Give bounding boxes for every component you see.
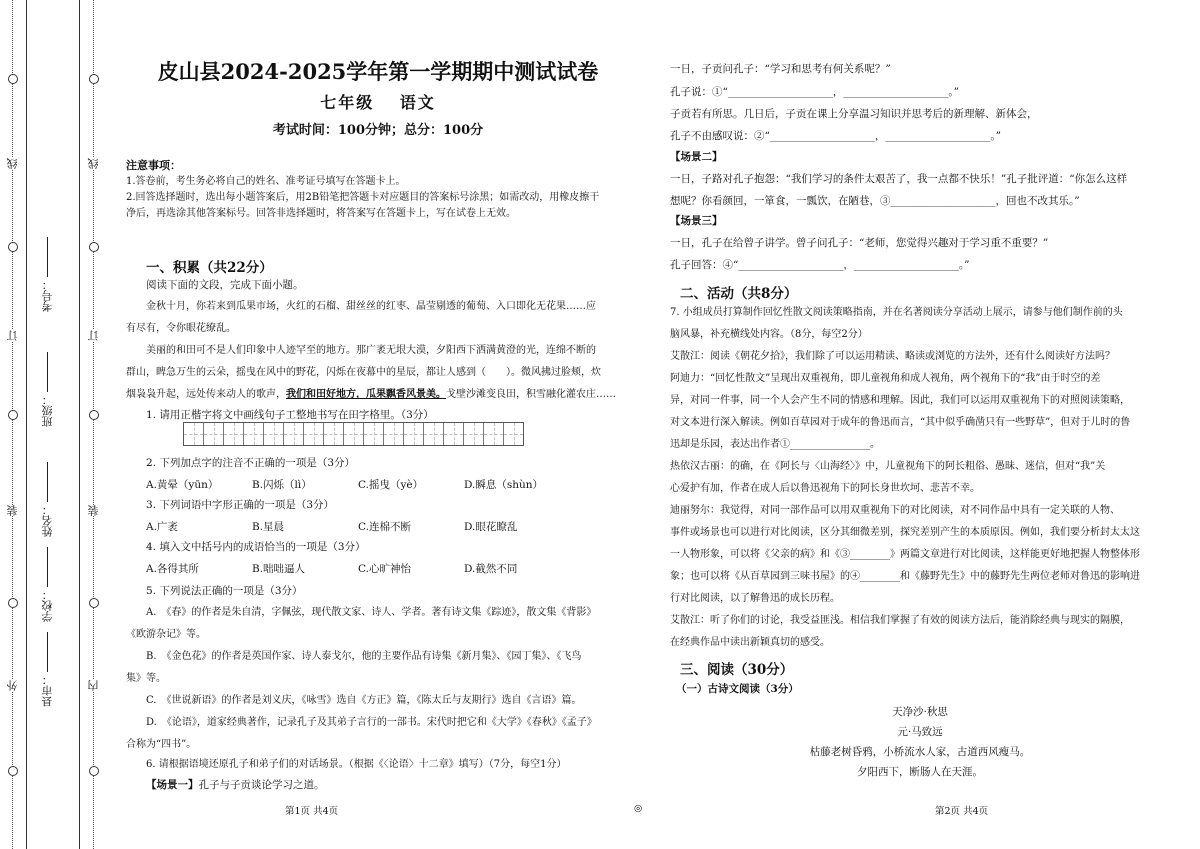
poem-title: 天净沙·秋思 (892, 706, 948, 718)
field-label: 县市： (41, 674, 54, 707)
q2-option-d: D.瞬息（shùn） (464, 479, 544, 491)
activity-line: 象；也可以将《从百草园到三味书屋》的④________和《藤野先生》中的藤野先生两位老师对鲁迅的影响进 (670, 571, 1140, 582)
passage-text: 烟袅袅升起，远处传来动人的歌声， (126, 389, 286, 400)
activity-line: 热依汉古丽：的确，在《阿长与〈山海经〉》中，儿童视角下的阿长粗俗、愚昧、迷信，但对“我”关 (670, 461, 1106, 472)
q5-line: 合称为“四书”。 (126, 739, 197, 750)
grid-cell[interactable] (324, 423, 344, 445)
activity-line: 事件或场景也可以进行对比阅读，区分其细微差别，探究差别产生的本质原因。例如，我们要分析封太太这 (670, 527, 1140, 538)
q5-line: B. 《金色花》的作者是英国作家、诗人泰戈尔，他的主要作品有诗集《新月集》、《园丁集》、《飞鸟 (146, 651, 582, 662)
grid-cell[interactable] (384, 423, 404, 445)
binding-hole (89, 410, 99, 420)
binding-hole (89, 74, 99, 84)
q5-line: A. 《春》的作者是朱自清，字佩弦，现代散文家、诗人、学者。著有诗文集《踪迹》，散文集《背影》 (146, 607, 597, 618)
inner-label-line: 线 (87, 158, 100, 169)
binding-hole (8, 74, 18, 84)
page-number-left: 第1页 共4页 (285, 806, 339, 817)
passage-line: 有尽有，令你眼花缭乱。 (126, 323, 236, 334)
grid-cell[interactable] (404, 423, 424, 445)
dialogue-line: 一日，子路对孔子抱怨：“我们学习的条件太艰苦了，我一点都不快乐！”孔子批评道：“你怎么这样 (670, 173, 1128, 185)
outer-dotted-line (12, 0, 13, 849)
notice-heading: 注意事项： (126, 159, 181, 172)
passage-line: 金秋十月，你若来到瓜果市场，火红的石榴、甜丝丝的红枣、晶莹剔透的葡萄、入口即化无花果……应 (146, 301, 596, 312)
fill-blank-3: 想呢？你看颜回，一箪食，一瓢饮，在陋巷，③____________________，回也不改其乐。” (670, 195, 1080, 207)
activity-line: 迅却是乐园，表达出作者①________________。 (670, 439, 880, 450)
grid-cell[interactable] (444, 423, 464, 445)
underlined-sentence: 我们和田好地方，瓜果飘香风景美。 (286, 389, 446, 400)
writing-grid[interactable] (183, 422, 524, 446)
activity-line: 7. 小组成员打算制作回忆性散文阅读策略指南，并在名著阅读分享活动上展示，请参与他们制作前的头 (670, 307, 1123, 318)
binding-hole (8, 242, 18, 252)
notice-line: 净后，再选涂其他答案标号。回答非选择题时，将答案写在答题卡上，写在试卷上无效。 (126, 208, 516, 219)
field-label: 姓名： (41, 504, 54, 537)
q3-option-c: C.连棉不断 (358, 521, 411, 533)
grid-cell[interactable] (224, 423, 244, 445)
grid-cell[interactable] (304, 423, 324, 445)
inner-dotted-line (93, 0, 94, 849)
fill-blank-2: 孔子不由感叹说：②“____________________，____________________。” (670, 130, 1001, 142)
section-3-heading: 三、阅读（30分） (680, 662, 794, 678)
grid-cell[interactable] (244, 423, 264, 445)
outer-label-bind: 订 (6, 330, 19, 341)
q3-option-d: D.眼花瞭乱 (464, 521, 518, 533)
notice-line: 1.答卷前，考生务必将自己的姓名、准考证号填写在答题卡上。 (126, 176, 406, 187)
activity-line: 在经典作品中读出新颖真切的感受。 (670, 637, 830, 648)
grid-cell[interactable] (364, 423, 384, 445)
dialogue-line: 一日，孔子在给曾子讲学。曾子问孔子：“老师，您觉得兴趣对于学习重不重要？” (670, 237, 1049, 249)
activity-line: 阿迪力：“回忆性散文”呈现出双重视角，即儿童视角和成人视角，两个视角下的“我”由于时空的差 (670, 373, 1101, 384)
poem-line: 夕阳西下，断肠人在天涯。 (857, 766, 983, 778)
q4-option-b: B.咄咄逼人 (252, 563, 306, 575)
outer-label-outside: 外 (6, 680, 19, 691)
scene-text: 孔子与子贡谈论学习之道。 (198, 779, 325, 791)
class-field[interactable] (40, 350, 56, 427)
scene-2-label: 【场景二】 (670, 151, 723, 163)
binding-hole (89, 598, 99, 608)
q2-option-b: B.闪烁（lì） (252, 479, 312, 491)
inner-label-staple: 装 (87, 505, 100, 516)
page-number-right: 第2页 共4页 (935, 806, 989, 817)
binding-hole (89, 766, 99, 776)
grid-cell[interactable] (484, 423, 504, 445)
grid-cell[interactable] (504, 423, 523, 445)
grid-cell[interactable] (204, 423, 224, 445)
field-label: 学校： (41, 589, 54, 622)
field-label: 考号： (41, 279, 54, 312)
dialogue-line: 一日，子贡问孔子：“学习和思考有何关系呢？” (670, 63, 891, 75)
q3-option-a: A.广袤 (146, 521, 178, 533)
notice-line: 2.回答选择题时，选出每小题答案后，用2B铅笔把答题卡对应题目的答案标号涂黑；如需改动，用橡皮擦干 (126, 192, 600, 203)
binding-hole (8, 410, 18, 420)
question-1: 1. 请用正楷字将文中画线句子工整地书写在田字格里。（3分） (146, 409, 434, 421)
binding-hole (89, 242, 99, 252)
fill-blank-1: 孔子说：①“____________________，____________________。” (670, 86, 959, 98)
question-5: 5. 下列说法正确的一项是（3分） (146, 585, 303, 597)
section-1-heading: 一、积累（共22分） (146, 260, 273, 276)
q5-line: 集》等。 (126, 673, 166, 684)
q4-option-a: A.各得其所 (146, 563, 199, 575)
binding-line-2 (79, 0, 80, 849)
grid-cell[interactable] (464, 423, 484, 445)
field-label: 班级： (41, 394, 54, 427)
activity-line: 脑风暴，补充横线处内容。（8分，每空2分） (670, 329, 868, 340)
question-3: 3. 下列词语中字形正确的一项是（3分） (146, 499, 335, 511)
activity-line: 异，对同一件事，同一个人会产生不同的情感和理解。因此，我们可以运用双重视角下的对照阅读策略， (670, 395, 1130, 406)
scene-3-label: 【场景三】 (670, 215, 723, 227)
footer-mark: ◎ (634, 803, 643, 814)
q2-option-a: A.黄晕（yūn） (146, 479, 219, 491)
exam-title: 皮山县2024-2025学年第一学期期中测试试卷 (157, 59, 599, 84)
outer-label-line: 线 (6, 158, 19, 169)
activity-line: 心爱护有加，作者在成人后以鲁迅视角下的阿长身世坎坷、悲苦不幸。 (670, 483, 980, 494)
section-2-heading: 二、活动（共8分） (680, 286, 798, 302)
question-4: 4. 填入文中括号内的成语恰当的一项是（3分） (146, 541, 366, 553)
scene-label: 【场景一】 (146, 779, 199, 791)
grid-cell[interactable] (344, 423, 364, 445)
county-field[interactable] (40, 630, 56, 707)
binding-line-1 (26, 0, 27, 849)
grid-cell[interactable] (184, 423, 204, 445)
q4-option-c: C.心旷神怡 (358, 563, 411, 575)
activity-line: 迪丽努尔：我觉得，对同一部作品可以用双重视角下的对比阅读，对不同作品中具有一定关联的人物、 (670, 505, 1120, 516)
exam-number-field[interactable] (40, 235, 56, 312)
inner-label-bind: 订 (87, 330, 100, 341)
school-field[interactable] (40, 545, 56, 622)
question-6: 6. 请根据语境还原孔子和弟子们的对话场景。（根据《〈论语〉十二章》填写）（7分，每空1分） (146, 759, 567, 770)
section-3-sub: （一）古诗文阅读（3分） (676, 683, 799, 695)
q4-option-d: D.截然不同 (464, 563, 518, 575)
q5-line: C. 《世说新语》的作者是刘义庆，《咏雪》选自《方正》篇，《陈太丘与友期行》选自《言语》篇。 (146, 695, 582, 706)
fill-blank-4: 孔子回答：④“____________________，____________________。” (670, 259, 970, 271)
activity-line: 艾散江：阅读《朝花夕拾》，我们除了可以运用精读、略读或浏览的方法外，还有什么阅读好方法吗？ (670, 351, 1115, 362)
q5-line: D. 《论语》，道家经典著作，记录孔子及其弟子言行的一部书。宋代时把它和《大学》《春秋》《孟子》 (146, 717, 597, 728)
binding-hole (8, 598, 18, 608)
q5-line: 《欧游杂记》等。 (126, 629, 206, 640)
name-field[interactable] (40, 460, 56, 537)
activity-line: 一人物形象，可以将《父亲的病》和《③________》两篇文章进行对比阅读，这样能更好地把握人物整体形 (670, 549, 1140, 560)
exam-subtitle: 七年级 语文 (320, 93, 436, 112)
scene-1 (146, 780, 325, 791)
passage-text: 戈壁沙滩变良田，积雪融化灌农庄…… (446, 389, 616, 400)
poem-author: 元·马致远 (897, 726, 943, 738)
q3-option-b: B.星晨 (252, 521, 285, 533)
binding-hole (8, 766, 18, 776)
outer-label-staple: 装 (6, 505, 19, 516)
activity-line: 对文本进行深入解读。例如百草园对于成年的鲁迅而言，“其中似乎确凿只有一些野草”，但对于儿时的鲁 (670, 417, 1131, 428)
grid-cell[interactable] (424, 423, 444, 445)
question-2: 2. 下列加点字的注音不正确的一项是（3分） (146, 457, 356, 469)
activity-line: 行对比阅读，以了解鲁迅的成长历程。 (670, 593, 840, 604)
dialogue-line: 子贡若有所思。几日后，子贡在课上分享温习知识并思考后的新理解、新体会， (670, 108, 1038, 120)
q2-option-c: C.摇曳（yè） (358, 479, 424, 491)
passage-line: 美丽的和田可不是人们印象中人迹罕至的地方。那广袤无垠大漠，夕阳西下洒满黄澄的光，连绵不断的 (146, 345, 596, 356)
grid-cell[interactable] (264, 423, 284, 445)
poem-line: 枯藤老树昏鸦，小桥流水人家，古道西风瘦马。 (809, 746, 1031, 758)
inner-label-inside: 内 (87, 680, 100, 691)
activity-line: 艾散江：听了你们的讨论，我受益匪浅。相信我们掌握了有效的阅读方法后，能消除经典与现实的隔膜， (670, 615, 1130, 626)
section-1-intro: 阅读下面的文段，完成下面小题。 (146, 279, 304, 291)
binding-margin (0, 0, 118, 849)
grid-cell[interactable] (284, 423, 304, 445)
passage-line-last (126, 390, 616, 400)
passage-line: 群山，睥急万生的云朵，摇曳在风中的野花，闪烁在夜幕中的星辰，都让人感到（ ）。微风拂过脸颊，炊 (126, 367, 601, 378)
exam-info: 考试时间：100分钟；总分：100分 (272, 123, 484, 138)
